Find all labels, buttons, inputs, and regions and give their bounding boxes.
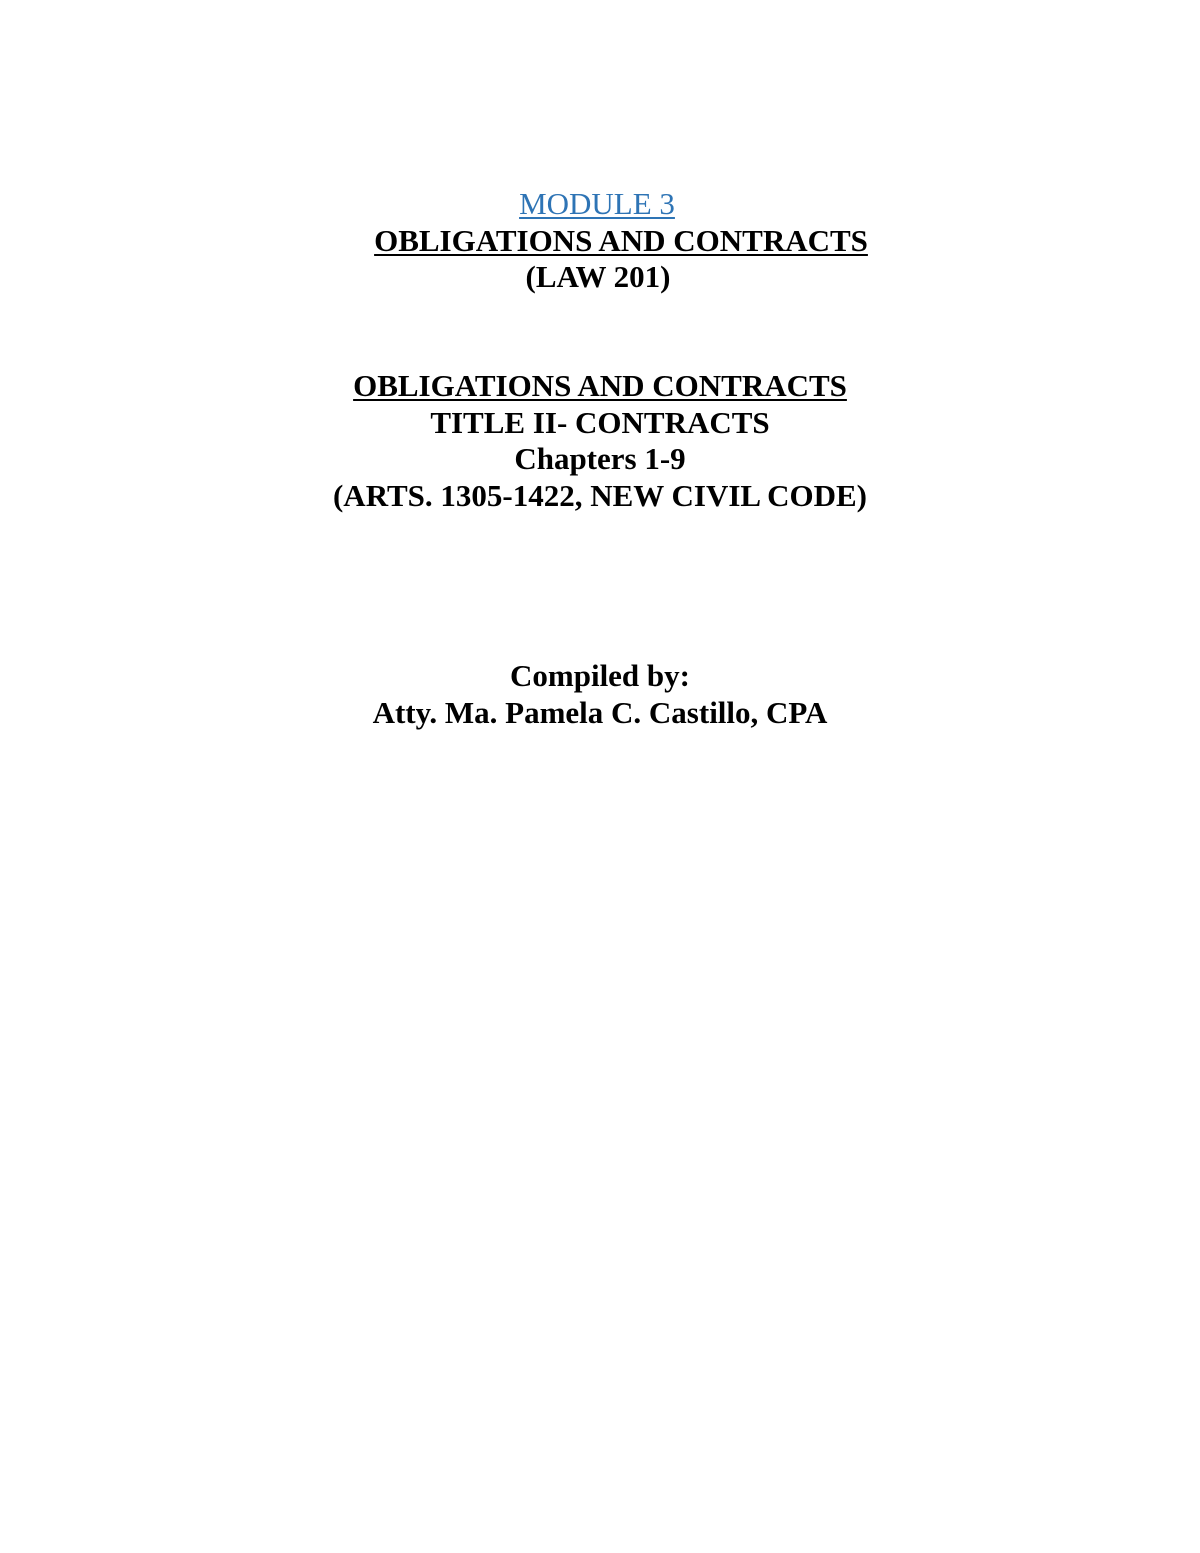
section-subtitle: TITLE II- CONTRACTS (430, 405, 770, 440)
course-title: OBLIGATIONS AND CONTRACTS (374, 223, 868, 258)
course-code: (LAW 201) (525, 259, 671, 294)
section-title-line (0, 368, 1200, 404)
module-heading-line (0, 186, 1200, 222)
section-title: OBLIGATIONS AND CONTRACTS (353, 368, 847, 403)
section-articles: (ARTS. 1305-1422, NEW CIVIL CODE) (332, 478, 867, 513)
compiled-by-label: Compiled by: (510, 658, 690, 693)
course-title-line (0, 223, 1200, 259)
author-name: Atty. Ma. Pamela C. Castillo, CPA (372, 695, 828, 730)
course-code-line (0, 259, 1200, 295)
module-heading: MODULE 3 (519, 186, 675, 221)
section-chapters: Chapters 1-9 (514, 441, 686, 476)
